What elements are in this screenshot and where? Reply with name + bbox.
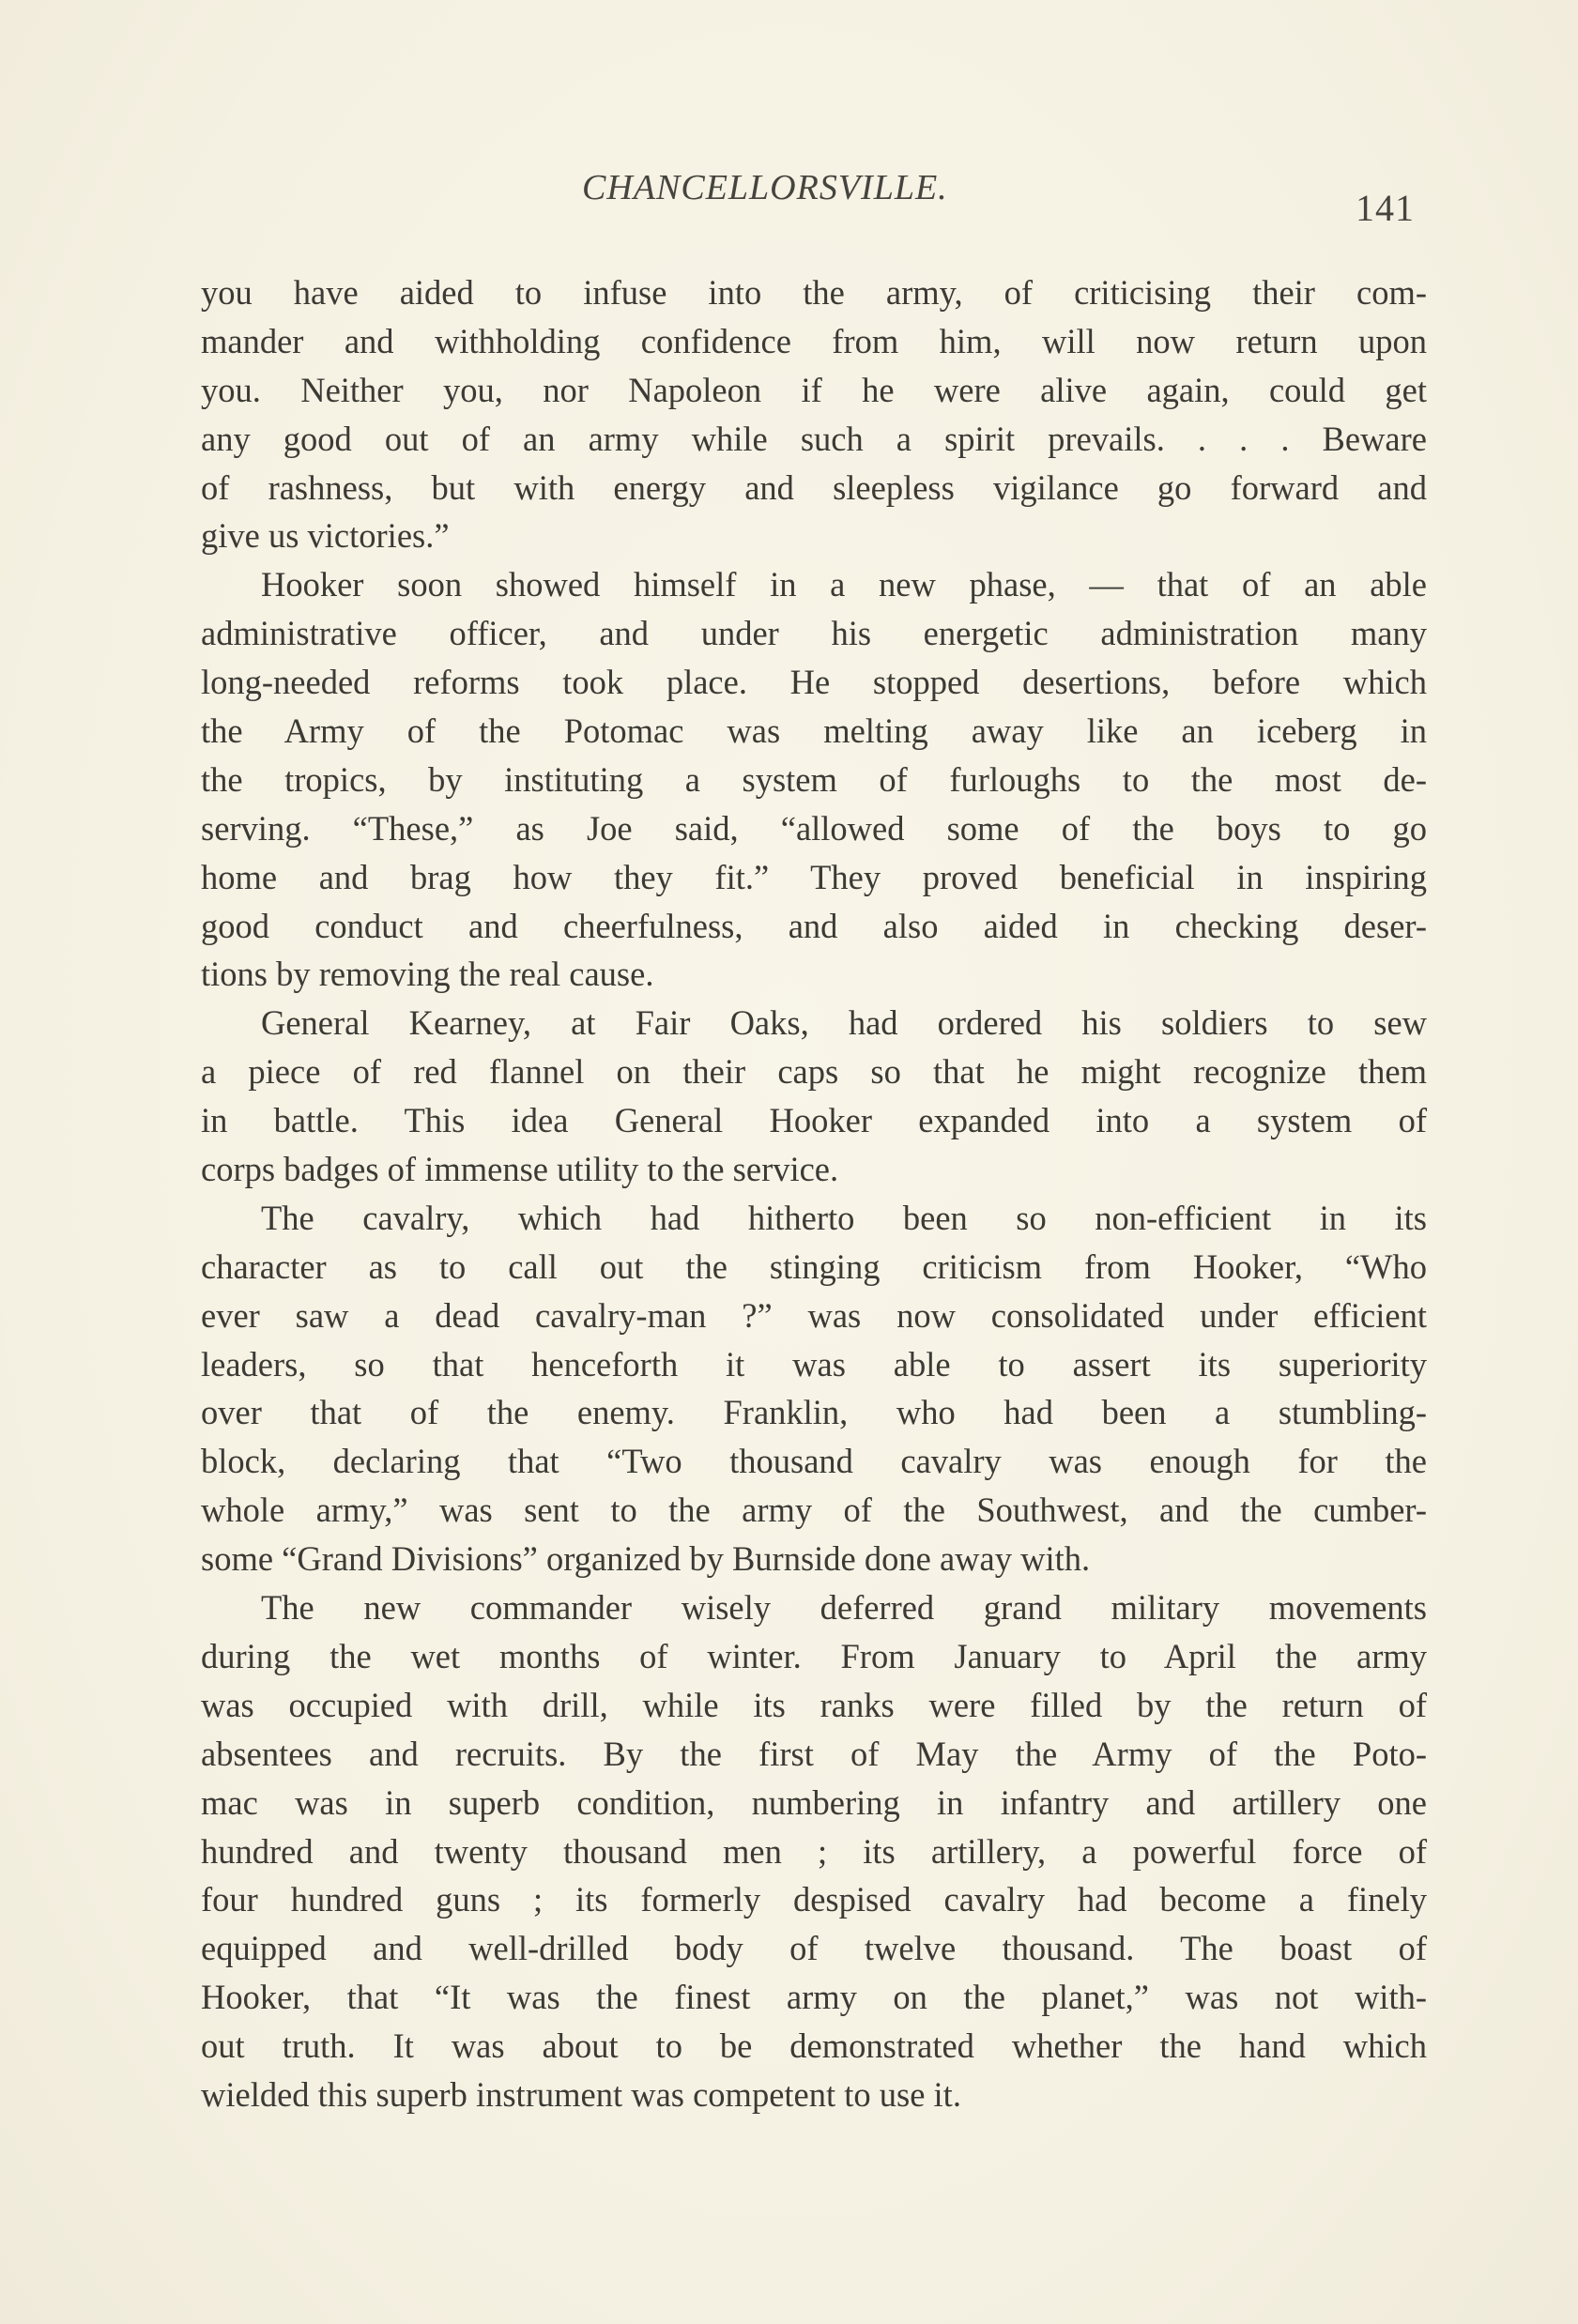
page-number: 141 bbox=[1356, 187, 1415, 229]
text-line: of rashness, but with energy and sleepless vigilance go forward and bbox=[201, 467, 1427, 507]
running-head: CHANCELLORSVILLE. bbox=[582, 168, 948, 207]
text-line: mander and withholding confidence from him, will now return upon bbox=[201, 321, 1427, 360]
text-line: ever saw a dead cavalry-man ?” was now consolidated under efficient bbox=[201, 1295, 1427, 1335]
text-line: out truth. It was about to be demonstrated whether the hand which bbox=[201, 2026, 1427, 2066]
text-line: a piece of red flannel on their caps so that he might recognize them bbox=[201, 1052, 1427, 1092]
text-line: wielded this superb instrument was competent to use it. bbox=[201, 2074, 961, 2114]
paragraph-first-line: Hooker soon showed himself in a new phase, — that of an able bbox=[261, 565, 1427, 604]
text-line: was occupied with drill, while its ranks were filled by the return of bbox=[201, 1685, 1427, 1724]
text-line: absentees and recruits. By the first of May the Army of the Poto- bbox=[201, 1734, 1427, 1773]
paragraph-first-line: General Kearney, at Fair Oaks, had ordered his soldiers to sew bbox=[261, 1003, 1427, 1043]
text-line: hundred and twenty thousand men ; its artillery, a powerful force of bbox=[201, 1831, 1427, 1871]
text-line: mac was in superb condition, numbering in infantry and artillery one bbox=[201, 1782, 1427, 1822]
text-line: you. Neither you, nor Napoleon if he were alive again, could get bbox=[201, 370, 1427, 409]
text-line: in battle. This idea General Hooker expanded into a system of bbox=[201, 1101, 1427, 1140]
text-line: equipped and well-drilled body of twelve thousand. The boast of bbox=[201, 1929, 1427, 1968]
text-line: character as to call out the stinging criticism from Hooker, “Who bbox=[201, 1246, 1427, 1286]
text-line: long-needed reforms took place. He stopped desertions, before which bbox=[201, 663, 1427, 702]
text-line: the Army of the Potomac was melting away like an iceberg in bbox=[201, 711, 1427, 751]
text-line: during the wet months of winter. From January to April the army bbox=[201, 1636, 1427, 1675]
text-line: some “Grand Divisions” organized by Burnside done away with. bbox=[201, 1539, 1091, 1579]
text-line: good conduct and cheerfulness, and also aided in checking deser- bbox=[201, 906, 1427, 945]
text-line: four hundred guns ; its formerly despised cavalry had become a finely bbox=[201, 1880, 1427, 1919]
text-line: serving. “These,” as Joe said, “allowed some of the boys to go bbox=[201, 808, 1427, 848]
text-line: you have aided to infuse into the army, of criticising their com- bbox=[201, 273, 1427, 312]
text-line: leaders, so that henceforth it was able to assert its superiority bbox=[201, 1344, 1427, 1384]
paragraph-first-line: The new commander wisely deferred grand military movements bbox=[261, 1588, 1427, 1628]
paragraph-first-line: The cavalry, which had hitherto been so non-efficient in its bbox=[261, 1198, 1427, 1237]
text-line: corps badges of immense utility to the service. bbox=[201, 1150, 839, 1189]
text-line: home and brag how they fit.” They proved beneficial in inspiring bbox=[201, 857, 1427, 896]
text-line: over that of the enemy. Franklin, who had been a stumbling- bbox=[201, 1393, 1427, 1432]
text-line: administrative officer, and under his energetic administration many bbox=[201, 614, 1427, 653]
text-line: whole army,” was sent to the army of the Southwest, and the cumber- bbox=[201, 1491, 1427, 1530]
text-line: any good out of an army while such a spirit prevails. . . . Beware bbox=[201, 419, 1427, 458]
text-line: Hooker, that “It was the finest army on the planet,” was not with- bbox=[201, 1978, 1427, 2017]
text-line: block, declaring that “Two thousand cavalry was enough for the bbox=[201, 1442, 1427, 1481]
text-line: give us victories.” bbox=[201, 516, 450, 556]
text-line: the tropics, by instituting a system of furloughs to the most de- bbox=[201, 759, 1427, 799]
text-line: tions by removing the real cause. bbox=[201, 955, 654, 994]
body-text bbox=[201, 268, 1427, 2119]
